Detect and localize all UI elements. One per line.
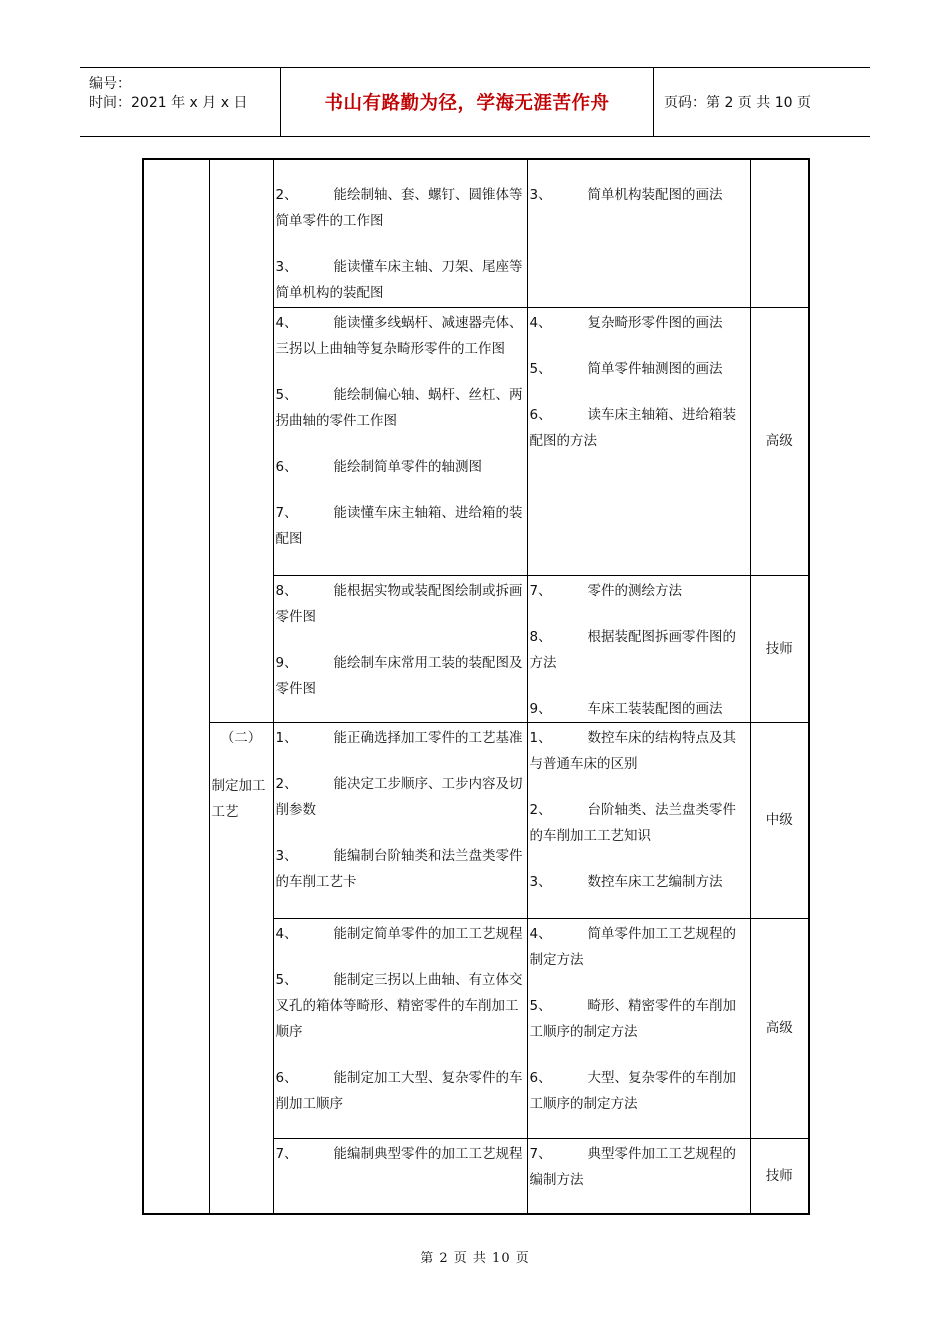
list-item: 7、 能读懂车床主轴箱、进给箱的装配图 xyxy=(275,504,523,547)
list-item: 4、 能读懂多线蜗杆、减速器壳体、三拐以上曲轴等复杂畸形零件的工作图 xyxy=(275,314,523,357)
list-item: 3、 能读懂车床主轴、刀架、尾座等简单机构的装配图 xyxy=(275,259,523,301)
skills-cell xyxy=(273,159,527,307)
knowledge-cell xyxy=(527,918,750,1138)
page-header xyxy=(80,67,870,137)
list-item: 2、 台阶轴类、法兰盘类零件的车削加工工艺知识 xyxy=(529,801,736,844)
subcategory-cell xyxy=(209,722,273,1214)
skills-cell xyxy=(273,722,527,918)
subcategory-cell xyxy=(209,159,273,722)
list-item: 7、 典型零件加工工艺规程的编制方法 xyxy=(529,1145,736,1188)
doc-time-label: 时间：2021 年 x 月 x 日 xyxy=(89,95,248,111)
skills-cell xyxy=(273,1138,527,1214)
list-item: 2、 能绘制轴、套、螺钉、圆锥体等简单零件的工作图 xyxy=(275,187,523,229)
list-item: 4、 简单零件加工工艺规程的制定方法 xyxy=(529,925,736,968)
list-item: 1、 能正确选择加工零件的工艺基准 xyxy=(275,729,523,746)
level-cell xyxy=(750,159,809,307)
list-item: 5、 能制定三拐以上曲轴、有立体交叉孔的箱体等畸形、精密零件的车削加工顺序 xyxy=(275,971,523,1040)
level-cell: 中级 xyxy=(750,722,809,918)
knowledge-cell xyxy=(527,722,750,918)
header-motto-cell xyxy=(281,68,654,136)
list-item: 5、 简单零件轴测图的画法 xyxy=(529,360,723,377)
list-item: 1、 数控车床的结构特点及其与普通车床的区别 xyxy=(529,729,736,772)
header-page-cell xyxy=(654,68,870,136)
level-cell: 技师 xyxy=(750,1138,809,1214)
page-footer: 第 2 页 共 10 页 xyxy=(420,1251,530,1266)
list-item: 4、 复杂畸形零件图的画法 xyxy=(529,314,723,331)
list-item: 6、 能绘制简单零件的轴测图 xyxy=(275,458,482,475)
knowledge-cell xyxy=(527,159,750,307)
skills-cell xyxy=(273,307,527,575)
list-item: 9、 能绘制车床常用工装的装配图及零件图 xyxy=(275,654,523,697)
list-item: 6、 能制定加工大型、复杂零件的车削加工顺序 xyxy=(275,1069,523,1112)
level-cell: 高级 xyxy=(750,918,809,1138)
list-item: 4、 能制定简单零件的加工工艺规程 xyxy=(275,925,523,942)
skills-cell xyxy=(273,575,527,722)
skills-cell xyxy=(273,918,527,1138)
header-page-label: 页码：第 2 页 共 10 页 xyxy=(664,95,811,111)
list-item: 3、 数控车床工艺编制方法 xyxy=(529,873,723,890)
table-row xyxy=(143,722,809,918)
knowledge-cell xyxy=(527,307,750,575)
list-item: 6、 大型、复杂零件的车削加工顺序的制定方法 xyxy=(529,1069,736,1112)
section-name: 制定加工工艺 xyxy=(211,777,266,820)
table-row xyxy=(143,159,809,307)
skills-table-body xyxy=(143,159,809,1214)
list-item: 7、 零件的测绘方法 xyxy=(529,582,682,599)
list-item: 8、 能根据实物或装配图绘制或拆画零件图 xyxy=(275,582,523,625)
skills-table xyxy=(142,158,810,1215)
header-motto: 书山有路勤为径，学海无涯苦作舟 xyxy=(324,93,610,114)
list-item: 3、 能编制台阶轴类和法兰盘类零件的车削工艺卡 xyxy=(275,847,523,890)
knowledge-cell xyxy=(527,575,750,722)
list-item: 9、 车床工装装配图的画法 xyxy=(529,700,723,717)
header-meta xyxy=(80,68,281,136)
list-item: 5、 畸形、精密零件的车削加工顺序的制定方法 xyxy=(529,997,736,1040)
section-number: （二） xyxy=(220,729,262,746)
level-cell: 技师 xyxy=(750,575,809,722)
list-item: 7、 能编制典型零件的加工工艺规程 xyxy=(275,1145,523,1162)
list-item: 8、 根据装配图拆画零件图的方法 xyxy=(529,628,736,671)
list-item: 5、 能绘制偏心轴、蜗杆、丝杠、两拐曲轴的零件工作图 xyxy=(275,386,523,429)
list-item: 3、 简单机构装配图的画法 xyxy=(529,187,723,203)
knowledge-cell xyxy=(527,1138,750,1214)
category-cell xyxy=(143,159,209,1214)
level-cell: 高级 xyxy=(750,307,809,575)
list-item: 2、 能决定工步顺序、工步内容及切削参数 xyxy=(275,775,523,818)
doc-code-label: 编号： xyxy=(89,76,131,92)
list-item: 6、 读车床主轴箱、进给箱装配图的方法 xyxy=(529,406,736,449)
